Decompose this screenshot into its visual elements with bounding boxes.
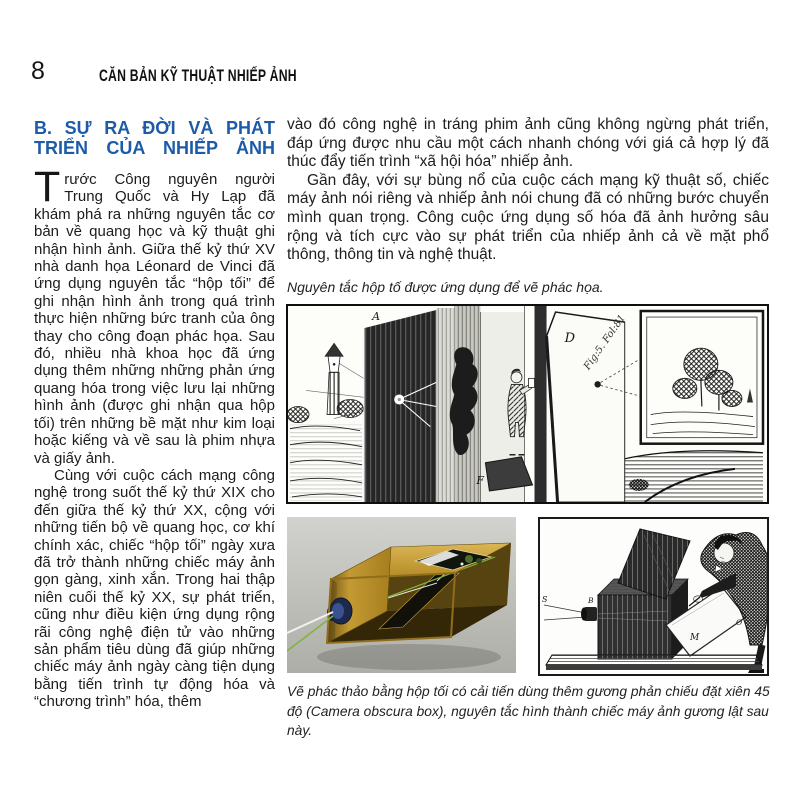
engraving-illustration: [288, 306, 767, 502]
left-paragraph-2: Cùng với cuộc cách mạng công nghệ trong suốt thế kỷ thứ XIX cho đến giữa thế kỷ thứ XX, cộng với những tiến bộ về quang học, cơ khí chính xác, chiếc “hộp tối” ngày xưa đã trở thành những chiếc máy ảnh gọn gàng, xinh xắn. Trong hai thập niên cuối thế kỷ XX, sự phát triển, cũng như điều kiện ứng dụng rộng rãi công nghệ điện tử vào những sản phẩm tiêu dùng đã giúp những chiếc máy ảnh ngày càng tiện dụng bằng tiến trình tự động hóa và “chương trình” hóa, thêm: [34, 466, 275, 711]
right-paragraph-2: Gần đây, với sự bùng nổ của cuộc cách mạng kỹ thuật số, chiếc máy ảnh nói riêng và nhiếp ảnh nói chung đã có những bước chuyển mình quan trọng. Công cuộc ứng dụng số hóa đã ảnh hưởng sâu rộng và tích cực vào sự phát triển của nhiếp ảnh cả về mặt phổ thông, thông tin và nghệ thuật.: [287, 171, 769, 264]
left-paragraph-1: [34, 163, 275, 467]
camera-obscura-box-render: [287, 517, 516, 673]
floor-label: F: [476, 473, 485, 487]
mirror-label: M: [690, 633, 700, 643]
page-number: 8: [31, 57, 45, 85]
box-shadow: [317, 644, 501, 670]
side-label: O: [736, 618, 743, 627]
camera-obscura-room-engraving: [286, 304, 769, 504]
table: [546, 655, 762, 670]
left-text-column: [34, 118, 275, 711]
section-heading: [34, 118, 275, 158]
right-text-column: [287, 116, 769, 265]
figure2-caption: Vẽ phác thảo bằng hộp tối có cải tiến dùng thêm gương phản chiếu đặt xiên 45 độ (Camera obscura box), nguyên tắc hình thành chiếc máy ảnh gương lật sau này.: [287, 684, 770, 738]
framed-landscape: [641, 311, 763, 444]
panel-script: Fig:5. Fol:81: [582, 312, 628, 373]
left-paragraph-1-text: rước Công nguyên người Trung Quốc và Hy Lạp đã khám phá ra những nguyên tắc cơ bản về quang học và kỹ thuật ghi nhận hình ảnh. Giữa thế kỷ thứ XV nhà danh họa Léonard de Vinci đã ứng dụng nguyên tắc “hộp tối” để ghi nhận hình ảnh trong quá trình thực hiện những bức tranh của ông thay cho công đoạn phác họa. Sau đó, nhiều nhà khoa học đã ứng dụng thêm những những phản ứng quang hóa trong việc lưu lại những hình ảnh (được ghi nhận qua hộp tối) trên những bề mặt như kim loại hoặc kiếng và về sau là phim nhựa và giấy ảnh.: [34, 171, 275, 467]
panel-label: D: [564, 331, 576, 347]
wall-label: A: [372, 310, 381, 324]
section-heading-line2: TRIỂN CỦA NHIẾP ẢNH: [34, 138, 275, 158]
panel-aperture-dot: [594, 381, 600, 387]
source-label: S: [542, 595, 548, 604]
figure1-caption: Nguyên tắc hộp tố được ứng dụng để vẽ phác họa.: [287, 279, 604, 295]
running-header-title: CĂN BẢN KỸ THUẬT NHIẾP ẢNH: [99, 66, 297, 85]
foreground-terrain: [625, 451, 763, 502]
mirror-box-illustration: [540, 519, 767, 674]
drop-cap: T: [34, 163, 61, 211]
box-render-illustration: [287, 517, 516, 673]
section-heading-line1: B. SỰ RA ĐỜI VÀ PHÁT: [34, 118, 275, 138]
right-paragraph-1: vào đó công nghệ in tráng phim ảnh cũng không ngừng phát triển, đáp ứng được nhu cầu một cách nhanh chóng với giá cả hợp lý đã thúc đẩy tiến trình “xã hội hóa” nhiếp ảnh.: [287, 116, 769, 171]
lens-label: B: [588, 596, 594, 605]
camera-obscura-mirror-engraving: [538, 517, 769, 676]
